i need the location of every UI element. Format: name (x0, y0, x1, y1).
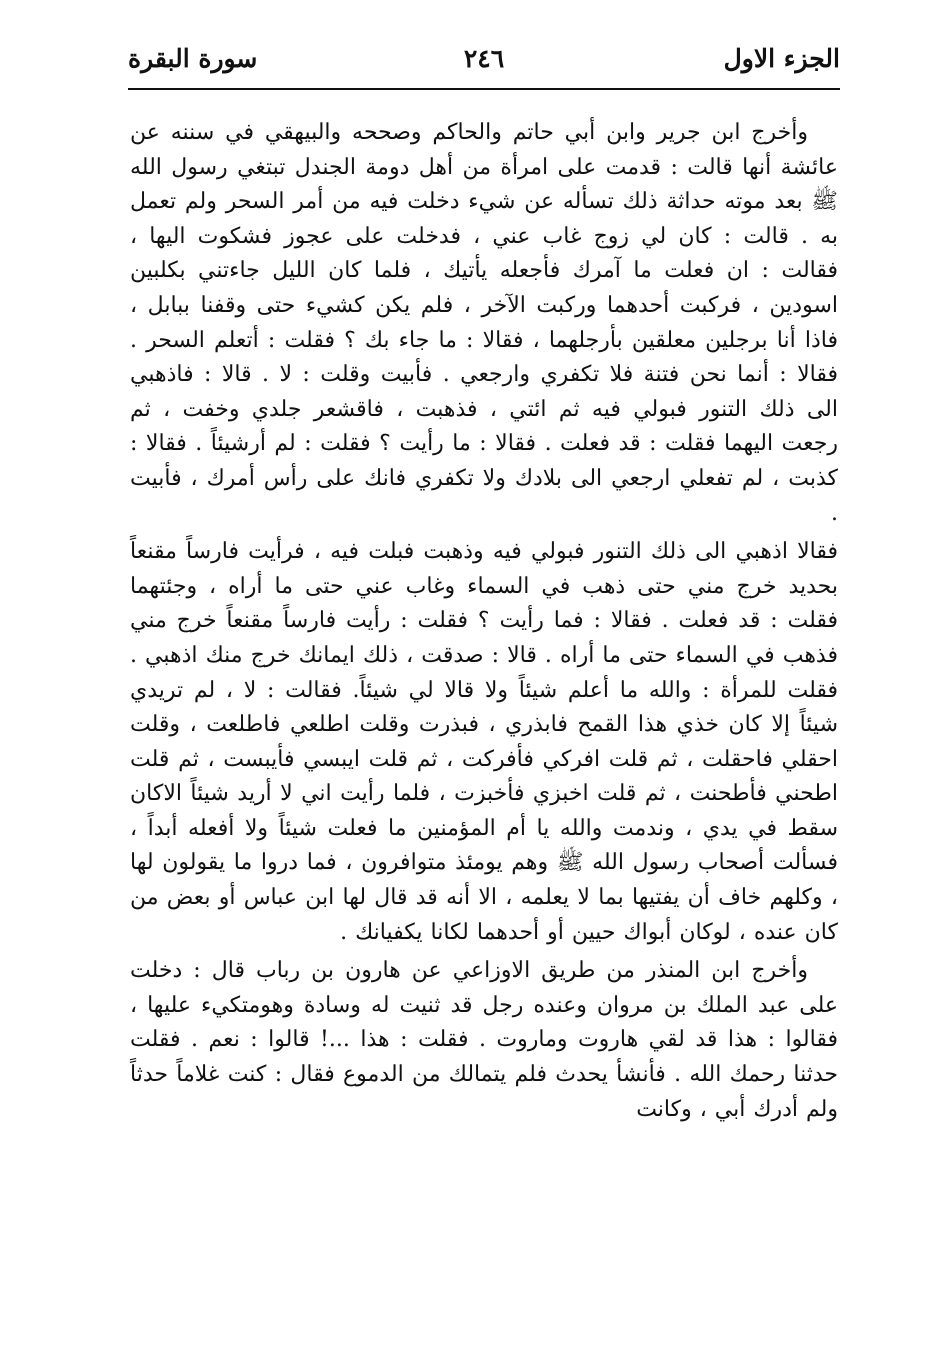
page-header (128, 36, 840, 84)
header-divider (128, 88, 840, 90)
paragraph-1: وأخرج ابن جرير وابن أبي حاتم والحاكم وصححه والبيهقي في سننه عن عائشة أنها قالت : قدمت على امرأة من أهل دومة الجندل تبتغي رسول الله ﷺ بعد موته حداثة ذلك تسأله عن شيء دخلت فيه من أمر السحر ولم تعمل به . قالت : كان لي زوج غاب عني ، فدخلت على عجوز فشكوت اليها ، فقالت : ان فعلت ما آمرك فأجعله يأتيك ، فلما كان الليل جاءتني بكلبين اسودين ، فركبت أحدهما وركبت الآخر ، فلم يكن كشيء حتى وقفنا ببابل ، فاذا أنا برجلين معلقين بأرجلهما ، فقالا : ما جاء بك ؟ فقلت : أتعلم السحر . فقالا : أنما نحن فتنة فلا تكفري وارجعي . فأبيت وقلت : لا . قالا : فاذهبي الى ذلك التنور فبولي فيه ثم ائتي ، فذهبت ، فاقشعر جلدي وخفت ، ثم رجعت اليهما فقلت : قد فعلت . فقالا : ما رأيت ؟ فقلت : لم أرشيئاً . فقالا : كذبت ، لم تفعلي ارجعي الى بلادك ولا تكفري فانك على رأس أمرك ، فأبيت . (130, 120, 839, 526)
page-number: ٢٤٦ (463, 44, 505, 73)
paragraph-2: فقالا اذهبي الى ذلك التنور فبولي فيه وذهبت فبلت فيه ، فرأيت فارساً مقنعاً بحديد خرج مني حتى ذهب في السماء وغاب عني حتى ما أراه ، وجئتهما فقلت : قد فعلت . فقالا : فما رأيت ؟ فقلت : رأيت فارساً مقنعاً خرج مني فذهب في السماء حتى ما أراه . قالا : صدقت ، ذلك ايمانك خرج منك اذهبي . فقلت للمرأة : والله ما أعلم شيئاً ولا قالا لي شيئاً. فقالت : لا ، لم تريدي شيئاً إلا كان خذي هذا القمح فابذري ، فبذرت وقلت اطلعي فاطلعت ، وقلت احقلي فاحقلت ، ثم قلت افركي فأفركت ، ثم قلت ايبسي فأيبست ، ثم قلت اطحني فأطحنت ، ثم قلت اخبزي فأخبزت ، فلما رأيت اني لا أريد شيئاً الاكان سقط في يدي ، وندمت والله يا أم المؤمنين ما فعلت شيئاً ولا أفعله أبداً ، فسألت أصحاب رسول الله ﷺ وهم يومئذ متوافرون ، فما دروا ما يقولون لها ، وكلهم خاف أن يفتيها بما لا يعلمه ، الا أنه قد قال لها ابن عباس أو بعض من كان عنده ، لوكان أبواك حيين أو أحدهما لكانا يكفيانك . (130, 539, 838, 945)
paragraph-3: وأخرج ابن المنذر من طريق الاوزاعي عن هارون بن رباب قال : دخلت على عبد الملك بن مروان وعنده رجل قد ثنيت له وسادة وهومتكيء عليها ، فقالوا : هذا قد لقي هاروت وماروت . فقلت : هذا ...! قالوا : نعم . فقلت حدثنا رحمك الله . فأنشأ يحدث فلم يتمالك من الدموع فقال : كنت غلاماً حدثاً ولم أدرك أبي ، وكانت (130, 958, 838, 1122)
surah-title: سورة البقرة (128, 44, 258, 73)
page-body (130, 116, 838, 1127)
volume-title: الجزء الاول (723, 44, 840, 73)
